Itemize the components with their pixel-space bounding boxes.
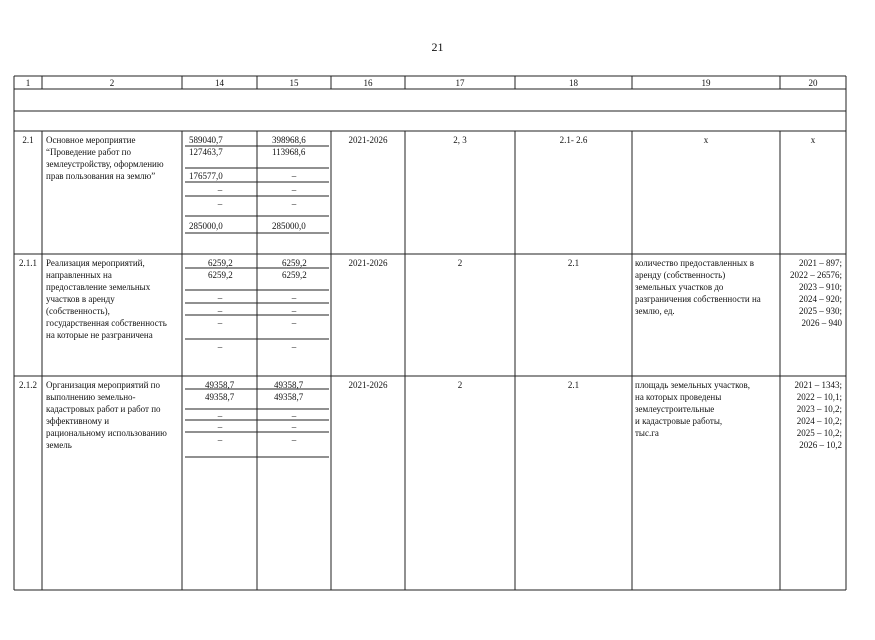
row-name-line: землеустройству, оформлению — [46, 159, 164, 169]
col14-value: – — [217, 185, 223, 195]
period: 2021-2026 — [348, 135, 388, 145]
col15-value: 6259,2 — [282, 270, 307, 280]
row-name-line: “Проведение работ по — [46, 147, 131, 157]
column-header-20: 20 — [808, 78, 818, 88]
row-name-line: (собственность), — [46, 306, 110, 316]
row-name-line: Реализация мероприятий, — [46, 258, 145, 268]
col19-line: площадь земельных участков, — [635, 380, 750, 390]
col15-value: – — [291, 185, 297, 195]
row-name-line: направленных на — [46, 270, 112, 280]
col15-value: 6259,2 — [282, 258, 307, 268]
col14-value: – — [217, 422, 223, 432]
row-name-line: прав пользования на землю” — [46, 171, 156, 181]
col15-value: 49358,7 — [274, 392, 304, 402]
row-name-line: Организация мероприятий по — [46, 380, 160, 390]
row-name-line: Основное мероприятие — [46, 135, 136, 145]
row-name-line: эффективному и — [46, 416, 110, 426]
col20-line: 2022 – 10,1; — [796, 392, 842, 402]
period: 2021-2026 — [348, 380, 388, 390]
col14-value: – — [217, 306, 223, 316]
col19-line: и кадастровые работы, — [635, 416, 723, 426]
row-name-line: на которые не разграничена — [46, 330, 153, 340]
row-name-line: государственная собственность — [46, 318, 167, 328]
col17-value: 2 — [457, 380, 463, 390]
col19-line: на которых проведены — [635, 392, 722, 402]
row-name-line: земель — [46, 440, 72, 450]
col15-value: – — [291, 411, 297, 421]
row-name-line: кадастровых работ и работ по — [46, 404, 161, 414]
row-name-line: участков в аренду — [46, 294, 115, 304]
col20-value: х — [810, 135, 816, 145]
col19-line: земельных участков до — [635, 282, 724, 292]
col20-line: 2021 – 897; — [798, 258, 842, 268]
col20-line: 2024 – 920; — [798, 294, 842, 304]
col17-value: 2 — [457, 258, 463, 268]
col19-line: землеустроительные — [635, 404, 715, 414]
col19-line: количество предоставленных в — [635, 258, 755, 268]
column-header-14: 14 — [215, 78, 224, 88]
row-name-line: выполнению земельно- — [46, 392, 136, 402]
col20-line: 2024 – 10,2; — [796, 416, 842, 426]
col14-value: 6259,2 — [208, 270, 233, 280]
col19-value: х — [703, 135, 709, 145]
col19-line: разграничения собственности на — [635, 294, 761, 304]
col18-value: 2.1 — [567, 380, 580, 390]
col14-value: 49358,7 — [205, 380, 235, 390]
period: 2021-2026 — [348, 258, 388, 268]
col20-line: 2026 – 10,2 — [799, 440, 842, 450]
col14-value: – — [217, 435, 223, 445]
col20-line: 2023 – 910; — [798, 282, 842, 292]
col14-value: 285000,0 — [189, 221, 223, 231]
col19-line: аренду (собственность) — [635, 270, 726, 280]
col18-value: 2.1- 2.6 — [559, 135, 588, 145]
column-header-1: 1 — [25, 78, 31, 88]
col14-value: 127463,7 — [189, 147, 223, 157]
col18-value: 2.1 — [567, 258, 580, 268]
col15-value: 285000,0 — [272, 221, 306, 231]
row-name-line: предоставление земельных — [46, 282, 151, 292]
col17-value: 2, 3 — [453, 135, 467, 145]
col20-line: 2023 – 10,2; — [796, 404, 842, 414]
col15-value: 398968,6 — [272, 135, 306, 145]
column-header-17: 17 — [455, 78, 465, 88]
row-name-line: рациональному использованию — [46, 428, 167, 438]
column-header-18: 18 — [569, 78, 578, 88]
col15-value: 113968,6 — [272, 147, 306, 157]
col14-value: – — [217, 318, 223, 328]
col20-line: 2021 – 1343; — [794, 380, 842, 390]
page-number: 21 — [431, 40, 444, 54]
column-header-15: 15 — [289, 78, 299, 88]
col14-value: – — [217, 199, 223, 209]
col20-line: 2026 – 940 — [801, 318, 842, 328]
col20-line: 2022 – 26576; — [789, 270, 842, 280]
row-number: 2.1.1 — [19, 258, 37, 268]
col20-line: 2025 – 10,2; — [796, 428, 842, 438]
col15-value: – — [291, 422, 297, 432]
col14-value: – — [217, 411, 223, 421]
col20-line: 2025 – 930; — [798, 306, 842, 316]
col15-value: – — [291, 435, 297, 445]
col14-value: 589040,7 — [189, 135, 223, 145]
col15-value: – — [291, 293, 297, 303]
col15-value: – — [291, 199, 297, 209]
col14-value: – — [217, 293, 223, 303]
col19-line: тыс.га — [635, 428, 659, 438]
column-header-16: 16 — [363, 78, 373, 88]
row-number: 2.1 — [22, 135, 34, 145]
column-header-2: 2 — [109, 78, 115, 88]
column-header-19: 19 — [701, 78, 711, 88]
col14-value: 49358,7 — [205, 392, 235, 402]
col15-value: – — [291, 171, 297, 181]
row-number: 2.1.2 — [19, 380, 37, 390]
col19-line: землю, ед. — [635, 306, 675, 316]
col15-value: 49358,7 — [274, 380, 304, 390]
col14-value: – — [217, 342, 223, 352]
col15-value: – — [291, 306, 297, 316]
col14-value: 6259,2 — [208, 258, 233, 268]
col15-value: – — [291, 342, 297, 352]
col14-value: 176577,0 — [189, 171, 223, 181]
col15-value: – — [291, 318, 297, 328]
